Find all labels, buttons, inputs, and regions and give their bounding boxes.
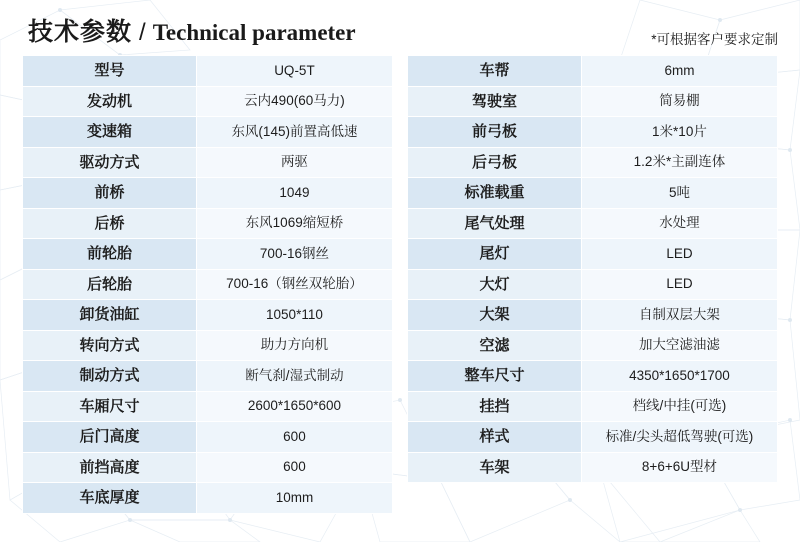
table-row	[408, 391, 778, 422]
table-row	[408, 208, 778, 239]
spec-key: 尾灯	[408, 239, 582, 270]
spec-key: 标准载重	[408, 178, 582, 209]
page-title-cn: 技术参数	[28, 18, 133, 46]
table-row	[23, 86, 393, 117]
spec-key: 发动机	[23, 86, 197, 117]
spec-value: 断气刹/湿式制动	[196, 361, 392, 392]
spec-key: 整车尺寸	[408, 361, 582, 392]
spec-key: 后轮胎	[23, 269, 197, 300]
table-row	[408, 86, 778, 117]
spec-value: 8+6+6U型材	[581, 452, 777, 483]
table-row	[23, 269, 393, 300]
table-row	[23, 208, 393, 239]
table-row	[408, 300, 778, 331]
table-row	[408, 147, 778, 178]
spec-key: 车厢尺寸	[23, 391, 197, 422]
table-row	[23, 330, 393, 361]
spec-value: 标准/尖头超低驾驶(可选)	[581, 422, 777, 453]
spec-key: 样式	[408, 422, 582, 453]
table-row	[23, 300, 393, 331]
table-row	[408, 117, 778, 148]
spec-key: 后门高度	[23, 422, 197, 453]
spec-value: LED	[581, 269, 777, 300]
table-row	[23, 452, 393, 483]
spec-key: 变速箱	[23, 117, 197, 148]
spec-value: 水处理	[581, 208, 777, 239]
table-row	[23, 117, 393, 148]
spec-value: 两驱	[196, 147, 392, 178]
spec-value: 简易棚	[581, 86, 777, 117]
spec-key: 制动方式	[23, 361, 197, 392]
spec-value: 东风1069缩短桥	[196, 208, 392, 239]
spec-key: 型号	[23, 56, 197, 87]
spec-value: 1.2米*主副连体	[581, 147, 777, 178]
table-row	[408, 56, 778, 87]
spec-value: 700-16（钢丝双轮胎）	[196, 269, 392, 300]
spec-value: 5吨	[581, 178, 777, 209]
spec-value: 1米*10片	[581, 117, 777, 148]
page-header	[28, 12, 356, 48]
left-spec-table	[22, 55, 393, 514]
table-row	[23, 483, 393, 514]
spec-key: 车帮	[408, 56, 582, 87]
table-row	[408, 422, 778, 453]
table-row	[23, 147, 393, 178]
spec-value: 云内490(60马力)	[196, 86, 392, 117]
customization-note: *可根据客户要求定制	[651, 32, 778, 47]
table-row	[23, 178, 393, 209]
spec-value: 档线/中挂(可选)	[581, 391, 777, 422]
spec-key: 卸货油缸	[23, 300, 197, 331]
spec-key: 前轮胎	[23, 239, 197, 270]
right-spec-table	[407, 55, 778, 514]
spec-key: 空滤	[408, 330, 582, 361]
spec-key: 驾驶室	[408, 86, 582, 117]
spec-value: 4350*1650*1700	[581, 361, 777, 392]
spec-key: 尾气处理	[408, 208, 582, 239]
spec-value: 600	[196, 422, 392, 453]
table-row	[23, 56, 393, 87]
spec-value: UQ-5T	[196, 56, 392, 87]
table-row	[23, 239, 393, 270]
table-row	[408, 452, 778, 483]
table-row	[408, 361, 778, 392]
table-row	[23, 391, 393, 422]
spec-key: 前桥	[23, 178, 197, 209]
table-row	[23, 422, 393, 453]
table-row	[408, 239, 778, 270]
spec-key: 大灯	[408, 269, 582, 300]
table-row	[408, 269, 778, 300]
spec-value: 2600*1650*600	[196, 391, 392, 422]
spec-value: 1050*110	[196, 300, 392, 331]
spec-value: 自制双层大架	[581, 300, 777, 331]
spec-key: 大架	[408, 300, 582, 331]
page-title-en: Technical parameter	[152, 20, 356, 45]
spec-value: 6mm	[581, 56, 777, 87]
spec-value: 东风(145)前置高低速	[196, 117, 392, 148]
spec-value: 10mm	[196, 483, 392, 514]
spec-key: 车底厚度	[23, 483, 197, 514]
spec-key: 前弓板	[408, 117, 582, 148]
spec-value: 700-16钢丝	[196, 239, 392, 270]
title-separator: /	[139, 19, 146, 46]
spec-value: 600	[196, 452, 392, 483]
spec-key: 挂挡	[408, 391, 582, 422]
table-row-spacer	[408, 483, 778, 514]
spec-tables-container	[22, 55, 778, 514]
spec-key: 后弓板	[408, 147, 582, 178]
spec-key: 转向方式	[23, 330, 197, 361]
spec-key: 车架	[408, 452, 582, 483]
table-row	[23, 361, 393, 392]
spec-key: 后桥	[23, 208, 197, 239]
table-row	[408, 178, 778, 209]
table-row	[408, 330, 778, 361]
spec-key: 驱动方式	[23, 147, 197, 178]
spec-key: 前挡高度	[23, 452, 197, 483]
spec-value: 助力方向机	[196, 330, 392, 361]
spec-value: 加大空滤油滤	[581, 330, 777, 361]
spec-value: 1049	[196, 178, 392, 209]
spec-value: LED	[581, 239, 777, 270]
